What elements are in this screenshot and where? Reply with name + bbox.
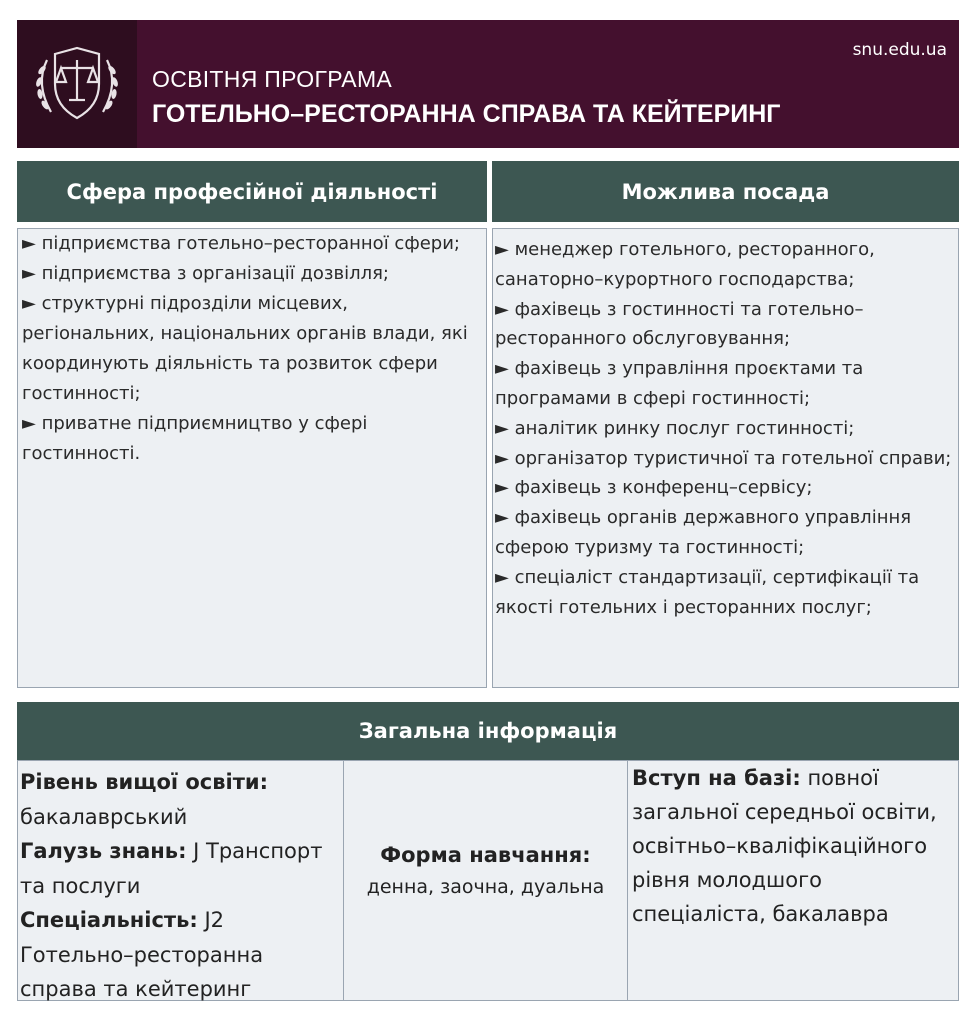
list-item: ► фахівець з конференц–сервісу; [495, 477, 813, 499]
sphere-list [17, 228, 487, 688]
program-label: ОСВІТНЯ ПРОГРАМА [152, 66, 393, 92]
scales-laurel-logo [25, 40, 129, 128]
specialty-value: J2 Готельно–ресторанна справа та кейтеринг [20, 908, 264, 1001]
level-value: бакалаврський [20, 804, 188, 829]
form-label: Форма навчання: [380, 842, 591, 867]
specialty-label: Спеціальність: [20, 908, 198, 932]
list-item: ► спеціаліст стандартизації, сертифікації та якості готельних і ресторанних послуг; [495, 566, 920, 618]
sphere-heading: Сфера професійної діяльності [17, 161, 487, 222]
logo [17, 20, 137, 148]
positions-list [492, 228, 959, 688]
list-item: ► організатор туристичної та готельної справи; [495, 447, 952, 469]
level-label: Рівень вищої освіти: [20, 770, 269, 794]
list-item: ► менеджер готельного, ресторанного, санаторно–курортного господарства; [495, 239, 875, 290]
list-item: ► підприємства готельно–ресторанної сфери; [22, 233, 460, 254]
list-item: ► фахівець з управління проєктами та програмами в сфері гостинності; [495, 358, 864, 409]
positions-heading: Можлива посада [492, 161, 959, 222]
program-name: ГОТЕЛЬНО–РЕСТОРАННА СПРАВА ТА КЕЙТЕРИНГ [152, 100, 781, 128]
admission-info [627, 760, 959, 1001]
study-form [343, 760, 628, 1001]
list-item: ► фахівець з гостинності та готельно–ресторанного обслуговування; [495, 298, 864, 350]
list-item: ► приватне підприємництво у сфері гостинності. [22, 413, 368, 464]
list-item: ► аналітик ринку послуг гостинності; [495, 417, 855, 439]
list-item: ► структурні підрозділи місцевих, регіональних, національних органів влади, які координують діяльність та розвиток сфери гостинності; [22, 293, 468, 404]
general-heading: Загальна інформація [17, 702, 959, 760]
admission-label: Вступ на базі: [632, 766, 801, 790]
field-label: Галузь знань: [20, 839, 187, 863]
education-details [17, 760, 344, 1001]
list-item: ► підприємства з організації дозвілля; [22, 263, 389, 284]
admission-value: повної загальної середньої освіти, освітньо–кваліфікаційного рівня молодшого спеціаліста, бакалавра [632, 766, 937, 926]
header-banner [17, 20, 959, 148]
list-item: ► фахівець органів державного управління сферою туризму та гостинності; [495, 507, 912, 558]
site-url[interactable]: snu.edu.ua [852, 40, 947, 60]
field-value: J Транспорт та послуги [20, 839, 323, 898]
form-value: денна, заочна, дуальна [366, 875, 605, 898]
